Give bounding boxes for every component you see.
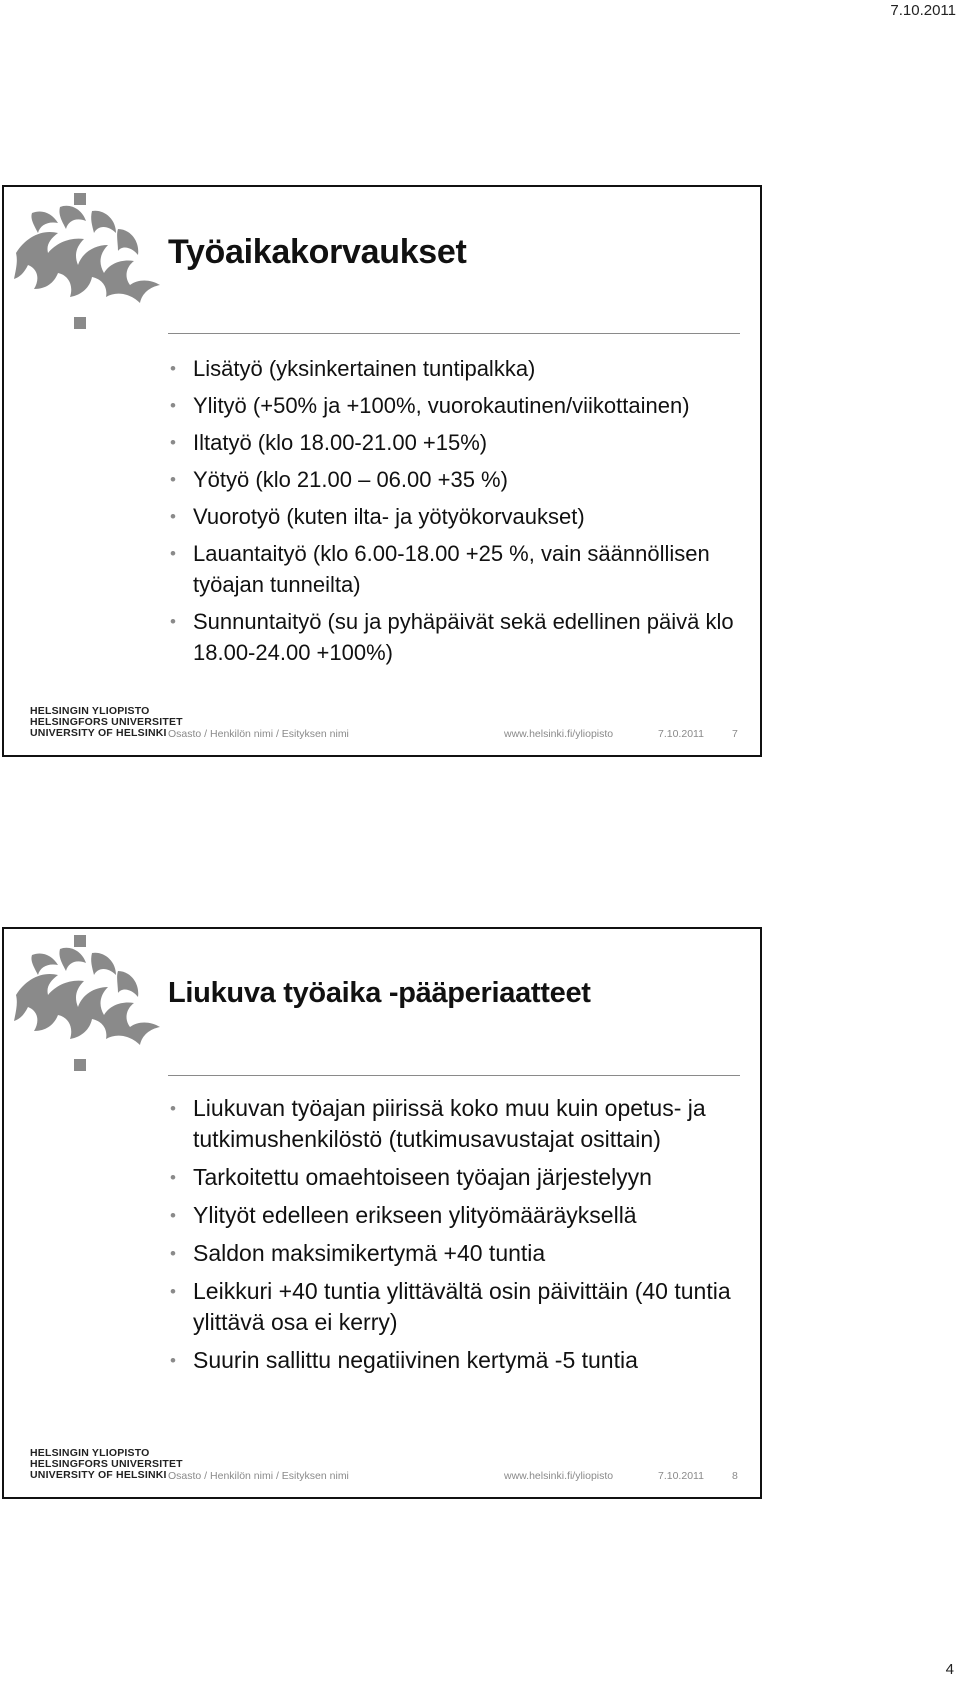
list-item (168, 390, 748, 421)
bullet-dot-icon: • (170, 1244, 176, 1263)
footer-presenter: Osasto / Henkilön nimi / Esityksen nimi (168, 1470, 349, 1482)
list-item (168, 606, 748, 668)
wordmark-line-sv: HELSINGFORS UNIVERSITET (30, 1458, 183, 1470)
bullet-dot-icon: • (170, 1099, 176, 1118)
footer-website[interactable]: www.helsinki.fi/yliopisto (504, 728, 614, 740)
list-item (168, 1162, 748, 1193)
bullet-dot-icon: • (170, 1351, 176, 1370)
slide-7 (2, 185, 762, 757)
bullet-text: Tarkoitettu omaehtoiseen työajan järjestelyyn (193, 1164, 652, 1190)
list-item (168, 1093, 748, 1155)
bullet-text: Saldon maksimikertymä +40 tuntia (193, 1240, 546, 1266)
bullet-dot-icon: • (170, 1168, 176, 1187)
bullet-list (168, 353, 748, 674)
wordmark-line-sv: HELSINGFORS UNIVERSITET (30, 716, 183, 728)
list-item (168, 1276, 748, 1338)
page-number: 4 (945, 1661, 954, 1678)
university-flame-logo-icon (12, 193, 164, 329)
footer-slide-number: 8 (732, 1470, 738, 1482)
footer-website[interactable]: www.helsinki.fi/yliopisto (504, 1470, 614, 1482)
wordmark-line-fi: HELSINGIN YLIOPISTO (30, 1447, 150, 1459)
bullet-text: Leikkuri +40 tuntia ylittävältä osin päivittäin (40 tuntia ylittävä osa ei kerry) (193, 1278, 731, 1335)
university-wordmark (30, 1448, 183, 1481)
list-item (168, 538, 748, 600)
bullet-dot-icon: • (170, 1282, 176, 1301)
wordmark-line-en: UNIVERSITY OF HELSINKI (30, 727, 167, 739)
slide-8 (2, 927, 762, 1499)
wordmark-line-en: UNIVERSITY OF HELSINKI (30, 1469, 167, 1481)
bullet-text: Ylityö (+50% ja +100%, vuorokautinen/viikottainen) (193, 393, 690, 418)
bullet-dot-icon: • (170, 612, 176, 631)
bullet-text: Sunnuntaityö (su ja pyhäpäivät sekä edellinen päivä klo 18.00-24.00 +100%) (193, 609, 734, 665)
bullet-text: Vuorotyö (kuten ilta- ja yötyökorvaukset) (193, 504, 585, 529)
footer-date: 7.10.2011 (658, 1470, 704, 1482)
bullet-text: Liukuvan työajan piirissä koko muu kuin opetus- ja tutkimushenkilöstö (tutkimusavustajat osittain) (193, 1095, 706, 1152)
bullet-text: Iltatyö (klo 18.00-21.00 +15%) (193, 430, 488, 455)
list-item (168, 464, 748, 495)
title-divider (168, 333, 740, 334)
slide-title: Työaikakorvaukset (168, 233, 467, 271)
list-item (168, 353, 748, 384)
wordmark-line-fi: HELSINGIN YLIOPISTO (30, 705, 150, 717)
bullet-dot-icon: • (170, 396, 176, 415)
university-flame-logo-icon (12, 935, 164, 1071)
bullet-dot-icon: • (170, 359, 176, 378)
university-wordmark (30, 706, 183, 739)
list-item (168, 1238, 748, 1269)
bullet-dot-icon: • (170, 470, 176, 489)
bullet-text: Suurin sallittu negatiivinen kertymä -5 tuntia (193, 1347, 638, 1373)
list-item (168, 1200, 748, 1231)
page-header-date: 7.10.2011 (890, 2, 956, 19)
list-item (168, 1345, 748, 1376)
footer-presenter: Osasto / Henkilön nimi / Esityksen nimi (168, 728, 349, 740)
bullet-text: Lisätyö (yksinkertainen tuntipalkka) (193, 356, 536, 381)
bullet-dot-icon: • (170, 507, 176, 526)
bullet-dot-icon: • (170, 433, 176, 452)
footer-slide-number: 7 (732, 728, 738, 740)
bullet-list (168, 1093, 748, 1383)
bullet-text: Ylityöt edelleen erikseen ylityömääräyksellä (193, 1202, 637, 1228)
bullet-text: Yötyö (klo 21.00 – 06.00 +35 %) (193, 467, 508, 492)
title-divider (168, 1075, 740, 1076)
list-item (168, 501, 748, 532)
bullet-dot-icon: • (170, 1206, 176, 1225)
bullet-dot-icon: • (170, 544, 176, 563)
bullet-text: Lauantaityö (klo 6.00-18.00 +25 %, vain säännöllisen työajan tunneilta) (193, 541, 710, 597)
footer-date: 7.10.2011 (658, 728, 704, 740)
list-item (168, 427, 748, 458)
slide-title: Liukuva työaika -pääperiaatteet (168, 977, 591, 1009)
